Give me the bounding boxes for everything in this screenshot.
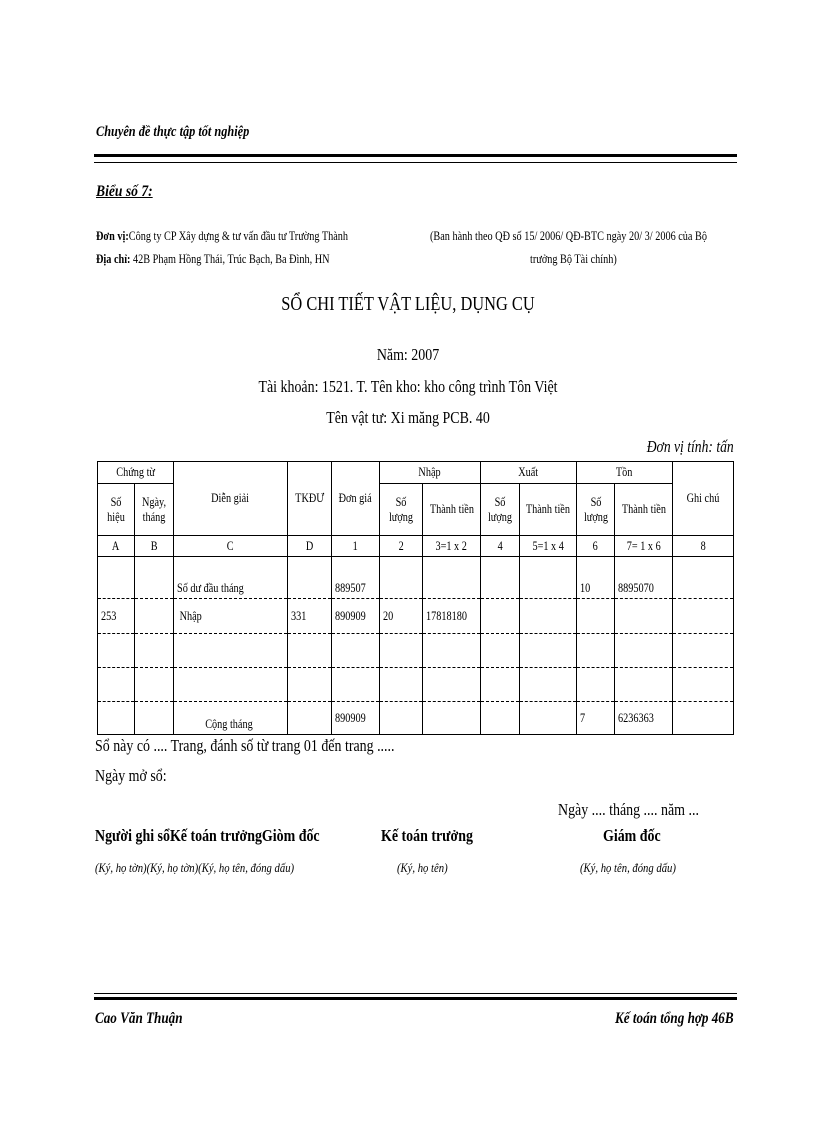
ledger-table [97, 461, 734, 735]
col-doc-date: Ngày, tháng [135, 484, 174, 536]
table-cell [520, 668, 577, 702]
col-note: Ghi chú [673, 462, 734, 536]
code-cell: 2 [380, 536, 423, 557]
group-header-row [98, 462, 734, 484]
table-cell [423, 634, 481, 668]
footer-rule [94, 997, 737, 1000]
code-cell: 3=1 x 2 [423, 536, 481, 557]
table-cell [577, 634, 615, 668]
table-cell [380, 668, 423, 702]
table-cell [288, 702, 332, 735]
footer-author: Cao Văn Thuận [95, 1010, 183, 1027]
col-in-qty: Số lượng [380, 484, 423, 536]
table-row [98, 599, 734, 634]
open-date-note: Ngày mở sổ: [95, 766, 167, 785]
table-cell: 20 [380, 599, 423, 634]
table-cell [673, 557, 734, 599]
signature-left-title: Người ghi sổKế toán trưởngGiòm đốc [95, 826, 320, 845]
table-row [98, 634, 734, 668]
table-cell [174, 634, 288, 668]
col-description: Diễn giải [174, 462, 288, 536]
table-cell [423, 668, 481, 702]
date-line: Ngày .... tháng .... năm ... [558, 800, 699, 819]
table-cell [174, 668, 288, 702]
table-cell [577, 668, 615, 702]
unit-of-measure: Đơn vị tính: tấn [647, 437, 734, 456]
table-cell [423, 557, 481, 599]
table-cell: 17818180 [423, 599, 481, 634]
code-cell: 1 [332, 536, 380, 557]
table-cell: 8895070 [615, 557, 673, 599]
signature-director-title: Giám đốc [603, 826, 661, 845]
year-line: Năm: 2007 [376, 345, 440, 364]
code-row [98, 536, 734, 557]
code-cell: 5=1 x 4 [520, 536, 577, 557]
footer-class: Kế toán tổng hợp 46B [615, 1010, 734, 1027]
header-rule [94, 154, 737, 157]
address-value: 42B Phạm Hồng Thái, Trúc Bạch, Ba Đình, HN [130, 252, 330, 266]
table-cell: Số dư đầu tháng [174, 557, 288, 599]
table-cell [98, 702, 135, 735]
signature-chief-accountant-title: Kế toán trưởng [381, 826, 473, 845]
table-cell [98, 634, 135, 668]
col-unit-price: Đơn giá [332, 462, 380, 536]
regulation-line-2: trưởng Bộ Tài chính) [530, 252, 617, 266]
table-cell [520, 557, 577, 599]
code-cell: B [135, 536, 174, 557]
col-out-qty: Số lượng [481, 484, 520, 536]
table-cell [98, 557, 135, 599]
table-cell [135, 557, 174, 599]
table-cell [615, 599, 673, 634]
address-label: Địa chỉ: [96, 252, 131, 266]
table-cell [135, 668, 174, 702]
table-cell: 6236363 [615, 702, 673, 735]
col-group-import: Nhập [380, 462, 481, 484]
unit-value: Công ty CP Xây dựng & tư vấn đầu tư Trường Thành [128, 229, 349, 243]
table-cell: Nhập [174, 599, 288, 634]
table-cell [332, 668, 380, 702]
table-cell: Cộng tháng [174, 702, 288, 735]
table-cell: 10 [577, 557, 615, 599]
form-number: Biểu số 7: [96, 183, 153, 200]
table-cell: 331 [288, 599, 332, 634]
table-cell: 253 [98, 599, 135, 634]
table-cell [615, 668, 673, 702]
col-account: TKĐƯ [288, 462, 332, 536]
table-cell [577, 599, 615, 634]
table-cell [481, 702, 520, 735]
table-cell [673, 634, 734, 668]
table-cell [481, 599, 520, 634]
footer-rule-thin [94, 993, 737, 994]
col-stock-amount: Thành tiền [615, 484, 673, 536]
table-cell [135, 702, 174, 735]
unit-label: Đơn vị: [96, 229, 129, 243]
table-cell: 889507 [332, 557, 380, 599]
table-cell: 7 [577, 702, 615, 735]
document-title: SỔ CHI TIẾT VẬT LIỆU, DỤNG CỤ [281, 293, 535, 315]
table-cell [380, 702, 423, 735]
signature-chief-accountant-subtitle: (Ký, họ tên) [397, 860, 448, 875]
table-cell [380, 634, 423, 668]
table-cell [520, 599, 577, 634]
table-row [98, 668, 734, 702]
unit-line [96, 229, 348, 244]
col-in-amount: Thành tiền [423, 484, 481, 536]
table-cell: 890909 [332, 599, 380, 634]
code-cell: 6 [577, 536, 615, 557]
col-doc-no: Số hiệu [98, 484, 135, 536]
code-cell: 7= 1 x 6 [615, 536, 673, 557]
col-group-export: Xuất [481, 462, 577, 484]
signature-left-subtitle: (Ký, họ tờn)(Ký, họ tờn)(Ký, họ tên, đóng dấu) [95, 860, 295, 875]
address-line [96, 252, 330, 267]
regulation-line-1: (Ban hành theo QĐ số 15/ 2006/ QĐ-BTC ngày 20/ 3/ 2006 của Bộ [430, 229, 708, 243]
table-cell [332, 634, 380, 668]
table-cell [288, 557, 332, 599]
table-cell [673, 668, 734, 702]
running-header: Chuyên đề thực tập tốt nghiệp [96, 124, 250, 140]
table-cell [481, 634, 520, 668]
col-group-document: Chứng từ [98, 462, 174, 484]
table-cell: 890909 [332, 702, 380, 735]
table-row-total [98, 702, 734, 735]
table-cell [288, 634, 332, 668]
table-cell [380, 557, 423, 599]
table-cell [673, 599, 734, 634]
code-cell: 4 [481, 536, 520, 557]
signature-director-subtitle: (Ký, họ tên, đóng dấu) [580, 860, 676, 875]
col-group-stock: Tồn [577, 462, 673, 484]
col-stock-qty: Số lượng [577, 484, 615, 536]
code-cell: A [98, 536, 135, 557]
account-line: Tài khoản: 1521. T. Tên kho: kho công trình Tôn Việt [258, 377, 558, 396]
code-cell: C [174, 536, 288, 557]
table-cell [481, 668, 520, 702]
table-cell [135, 634, 174, 668]
material-line: Tên vật tư: Xi măng PCB. 40 [326, 408, 490, 427]
table-row [98, 557, 734, 599]
table-cell [135, 599, 174, 634]
table-cell [288, 668, 332, 702]
table-cell [615, 634, 673, 668]
page-count-note: Sổ này có .... Trang, đánh số từ trang 01 đến trang ..... [95, 736, 395, 755]
table-cell [673, 702, 734, 735]
code-cell: D [288, 536, 332, 557]
col-out-amount: Thành tiền [520, 484, 577, 536]
table-cell [98, 668, 135, 702]
header-rule-thin [94, 162, 737, 163]
table-cell [423, 702, 481, 735]
table-cell [520, 702, 577, 735]
code-cell: 8 [673, 536, 734, 557]
table-cell [520, 634, 577, 668]
table-cell [481, 557, 520, 599]
